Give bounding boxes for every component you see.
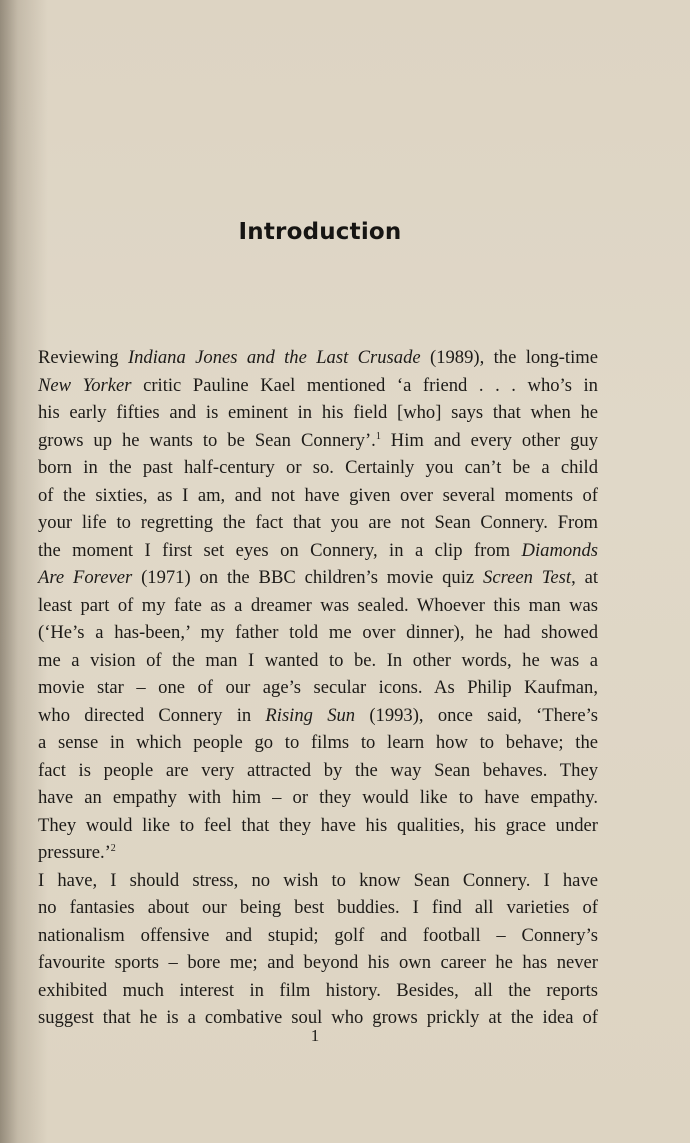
- text-line: [38, 894, 598, 922]
- text-line: [38, 372, 598, 400]
- text-line: [38, 592, 598, 620]
- text-run: who directed Connery in: [38, 704, 266, 726]
- text-line: [38, 812, 598, 840]
- paragraph: [38, 867, 598, 1032]
- text-run: They would like to feel that they have his qualities, his grace under: [38, 814, 598, 836]
- text-line: [38, 537, 598, 565]
- italic-title: Indiana Jones and the Last Crusade: [127, 347, 421, 368]
- text-line: [38, 647, 598, 675]
- text-line: [38, 949, 598, 977]
- text-run: of the sixties, as I am, and not have given over several moments of: [38, 484, 598, 506]
- text-run: no fantasies about our being best buddies. I find all varieties of: [38, 897, 598, 918]
- footnote-marker[interactable]: 1: [375, 430, 381, 442]
- text-run: your life to regretting the fact that you are not Sean Connery. From: [38, 512, 598, 533]
- text-run: critic Pauline Kael mentioned ‘a friend . . . who’s in: [131, 374, 598, 396]
- text-run: (1993), once said, ‘There’s: [355, 704, 598, 726]
- text-line: [38, 784, 598, 812]
- text-line: [38, 922, 598, 950]
- text-run: favourite sports – bore me; and beyond his own career he has never: [38, 952, 598, 973]
- text-line: [38, 702, 598, 730]
- paragraph: [38, 344, 598, 867]
- text-line: [38, 674, 598, 702]
- text-run: , at: [571, 567, 599, 588]
- italic-title: Are Forever: [38, 567, 133, 588]
- text-line: [38, 509, 598, 537]
- show-through-text: [80, 60, 680, 88]
- text-run: suggest that he is a combative soul who grows prickly at the idea of: [38, 1007, 598, 1028]
- page-number: 1: [310, 1026, 320, 1045]
- text-run: grows up he wants to be Sean Connery’.: [38, 429, 376, 451]
- text-run: the moment I first set eyes on Connery, in a clip from: [38, 539, 522, 561]
- text-run: least part of my fate as a dreamer was sealed. Whoever this man was: [38, 594, 598, 616]
- text-run: exhibited much interest in film history. Besides, all the reports: [38, 979, 598, 1001]
- text-run: Him and every other guy: [380, 429, 598, 451]
- text-run: movie star – one of our age’s secular icons. As Philip Kaufman,: [38, 677, 598, 698]
- italic-title: Diamonds: [521, 539, 598, 561]
- text-run: I have, I should stress, no wish to know Sean Connery. I have: [38, 869, 598, 891]
- chapter-title: Introduction: [238, 219, 402, 246]
- italic-title: New Yorker: [38, 374, 132, 396]
- text-run: (1971) on the BBC children’s movie quiz: [132, 567, 484, 588]
- text-run: a sense in which people go to films to learn how to behave; the: [38, 732, 598, 753]
- text-run: born in the past half-century or so. Certainly you can’t be a child: [38, 457, 598, 478]
- text-line: [38, 977, 598, 1005]
- text-run: pressure.’: [38, 842, 111, 863]
- text-line: [38, 867, 598, 895]
- text-run: Reviewing: [38, 347, 128, 368]
- text-line: [38, 729, 598, 757]
- text-run: his early fifties and is eminent in his field [who] says that when he: [38, 402, 598, 423]
- italic-title: Rising Sun: [265, 704, 356, 726]
- text-line: [38, 757, 598, 785]
- footnote-marker[interactable]: 2: [110, 842, 116, 854]
- text-line: [38, 839, 598, 867]
- text-line: [38, 427, 598, 455]
- text-line: [38, 619, 598, 647]
- text-run: (‘He’s a has-been,’ my father told me over dinner), he had showed: [38, 622, 598, 643]
- text-run: (1989), the long-time: [420, 347, 598, 368]
- text-line: [38, 344, 598, 372]
- italic-title: Screen Test: [483, 567, 572, 588]
- text-run: me a vision of the man I wanted to be. In other words, he was a: [38, 649, 598, 671]
- text-line: [38, 482, 598, 510]
- text-run: fact is people are very attracted by the way Sean behaves. They: [38, 759, 598, 781]
- body-text: [38, 344, 598, 1032]
- text-run: nationalism offensive and stupid; golf and football – Connery’s: [38, 924, 598, 946]
- text-line: [38, 454, 598, 482]
- text-line: [38, 399, 598, 427]
- text-line: [38, 564, 598, 592]
- text-run: have an empathy with him – or they would like to have empathy.: [38, 787, 598, 808]
